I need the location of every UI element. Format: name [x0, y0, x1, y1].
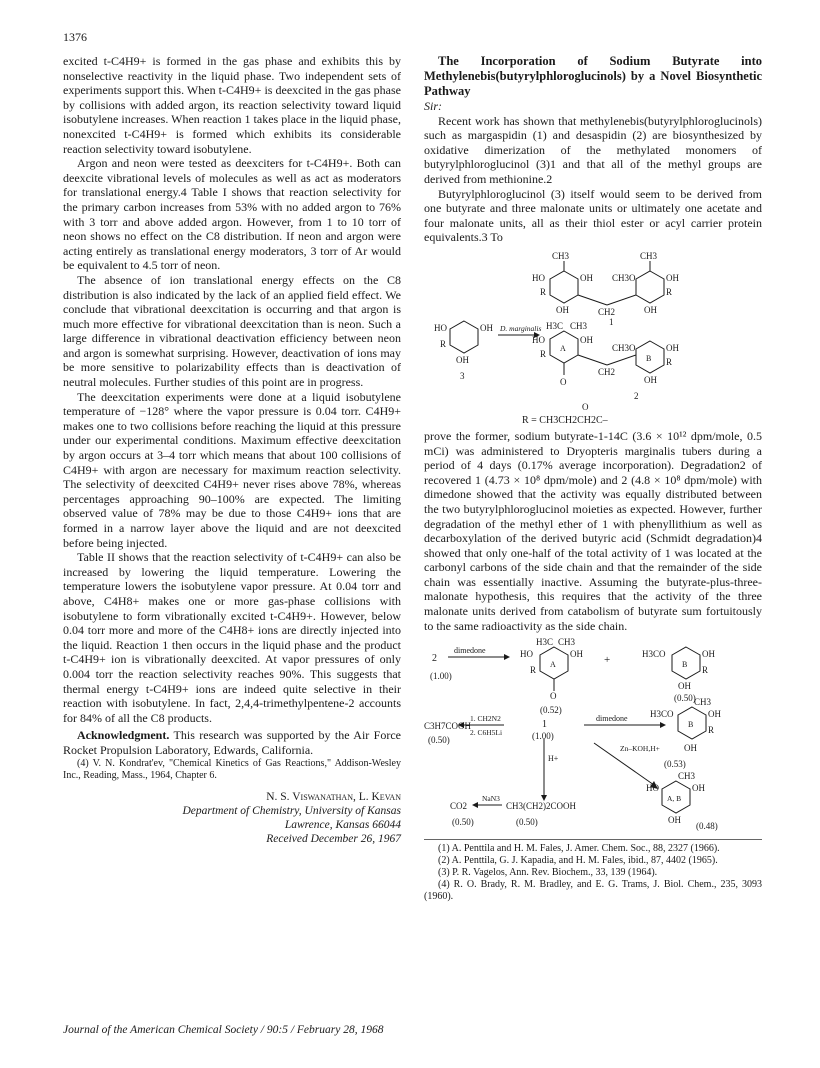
struct1-oh-bottom-right: OH — [644, 304, 657, 315]
deg-ho-a: HO — [520, 649, 533, 660]
left-paragraph-1: excited t-C4H9+ is formed in the gas phase and exhibits this by nonselective reactivity in the liquid phase. Two independent sets of experiments support this. When t-C4H9+ is deexcited in the gas phase by collisions with added argon, its reaction selectivity toward liquid isobutylene increases. When reaction 1 takes place in the liquid phase, nonexcited t-C4H9+ is formed which exhibits its considerable reaction selectivity toward isobutylene. — [63, 54, 401, 156]
compound-1-center: 1 — [542, 719, 547, 731]
deg-o: O — [550, 691, 557, 702]
right-paragraph-2: Butyrylphloroglucinol (3) itself would seem to be derived from one butyrate and three malonate units or ultimately one acetate and four malonate units, all as their thiol ester or acyl carrier protein equivalents.3 To — [424, 186, 762, 245]
activity-0-50-d: (0.50) — [516, 817, 538, 828]
page-number: 1376 — [63, 30, 87, 44]
reference-2: (2) A. Penttila, G. J. Kapadia, and H. M. Fales, ibid., 87, 4402 (1965). — [438, 855, 718, 867]
butyrylphloroglucinol-structure — [450, 321, 478, 353]
deg2-ch3: CH3 — [694, 697, 712, 708]
struct1-r-right: R — [666, 286, 673, 297]
struct2-o: O — [560, 376, 567, 387]
struct3-ho: HO — [434, 322, 447, 333]
reagent-nan3: NaN3 — [482, 794, 500, 804]
activity-0-50-a: (0.50) — [674, 693, 696, 704]
left-paragraph-5: Table II shows that the reaction selectivity of t-C4H9+ can also be increased by lowering the liquid temperature. Lowering the temperature lowers the isobutylene vapor pressure. At 0.04 torr and above, C4H8+ makes one or more gas-phase collisions with isobutylene to form vibrationally excited t-C4H9+. However, below 0.04 torr more and more of the C4H8+ ions are directly injected into the liquid. Reaction 1 then occurs in the liquid phase and the product t-C4H9+ ion is vibrationally deexcited. At vapor pressures of only 0.004 torr the reaction selectivity reaches 90%. This suggests that thermal energy t-C4H9+ ions are indeed quite selective in their reaction with isobutylene. In fact, 2,4,4-trimethylpentene-2 accounts for 84% of all the C8 products. — [63, 550, 401, 725]
deg3-ring-ab: A, B — [667, 794, 682, 804]
deg-h3co-b: H3CO — [642, 649, 666, 660]
compound-label-1: 1 — [609, 316, 614, 327]
struct1-ch3-left: CH3 — [552, 250, 570, 261]
reagent-d-marginalis: D. marginalis — [500, 323, 542, 333]
struct3-r: R — [440, 338, 447, 349]
struct2-ch3o: CH3O — [612, 342, 636, 353]
compound-label-3: 3 — [460, 370, 465, 381]
deg2-oh-bottom: OH — [684, 743, 697, 754]
right-paragraph-1: Recent work has shown that methylenebis(butyrylphloroglucinols) such as margaspidin (1) and desaspidin (2) are biosynthesized by oxidative dimerization of the methylated monomers of butyrylphloroglucinol (3)1 and that all of the methyl groups are derived from methionine.2 — [424, 113, 762, 186]
ring-b-label: B — [646, 353, 652, 363]
struct2-ch2: CH2 — [598, 366, 616, 377]
ring-a-label: A — [560, 343, 566, 353]
product-butyric-acid: CH3(CH2)2COOH — [506, 801, 577, 812]
reagent-dimedone-2: dimedone — [596, 714, 628, 724]
article-title: The Incorporation of Sodium Butyrate into Methylenebis(butyrylphloroglucinols) by a Novel Biosynthetic Pathway — [424, 54, 762, 98]
struct2-oh: OH — [580, 334, 593, 345]
deg-ring-b: B — [682, 660, 688, 670]
deg-r-b: R — [702, 665, 709, 676]
deg-r-a: R — [530, 665, 537, 676]
reagent-zn-koh: Zn–KOH,H+ — [620, 744, 660, 754]
struct3-oh: OH — [480, 322, 493, 333]
struct2-h3c: H3C — [546, 320, 564, 331]
butyric-acid-c3h7cooh: C3H7COOH — [424, 721, 472, 732]
struct2-r-left: R — [540, 348, 547, 359]
affiliation-department: Department of Chemistry, University of Kansas — [182, 804, 401, 817]
deg3-ch3: CH3 — [678, 771, 696, 782]
reagent-dimedone-1: dimedone — [454, 646, 486, 656]
references — [424, 839, 762, 903]
received-date: Received December 26, 1967 — [266, 832, 401, 845]
activity-1-00-a: (1.00) — [430, 671, 452, 682]
struct1-ho: HO — [532, 272, 545, 283]
deg3-oh-bottom: OH — [668, 815, 681, 826]
struct1-ch2: CH2 — [598, 306, 616, 317]
left-paragraph-2: Argon and neon were tested as deexciters for t-C4H9+. Both can deexcite vibrational levels of molecules as well as act as moderators for translational energy.4 Table I shows that reaction selectivity for the primary carbon increases from 53% with no added argon to 76% with 3 torr and above added argon. However, from 1 to 10 torr of neon shows no effect on the C8 distribution. If neon and argon were acting entirely as translational energy moderators, 3 torr of Ar would be equivalent to 4.5 torr of neon. — [63, 156, 401, 273]
deg2-r: R — [708, 725, 715, 736]
salutation: Sir: — [424, 99, 442, 113]
author-block — [63, 790, 401, 846]
author-names: N. S. Viswanathan, L. Kevan — [266, 790, 401, 803]
plus-sign: + — [604, 654, 611, 667]
acknowledgment-heading: Acknowledgment. — [77, 728, 170, 743]
acknowledgment-text: This research was supported by the Air Force Rocket Propulsion Laboratory, Edwards, California. — [63, 728, 401, 757]
deg2-ring-b: B — [688, 720, 694, 730]
activity-0-52: (0.52) — [540, 705, 562, 716]
struct3-oh-bottom: OH — [456, 354, 469, 365]
degradation-start-2: 2 — [432, 653, 437, 665]
affiliation-city: Lawrence, Kansas 66044 — [284, 818, 401, 831]
struct1-r-left: R — [540, 286, 547, 297]
struct2-ho: HO — [532, 334, 545, 345]
reference-3: (3) P. R. Vagelos, Ann. Rev. Biochem., 33, 139 (1964). — [438, 867, 658, 879]
acknowledgment — [63, 728, 401, 757]
activity-1-00-b: (1.00) — [532, 731, 554, 742]
struct2-oh-right: OH — [666, 342, 679, 353]
struct1-oh: OH — [580, 272, 593, 283]
deg3-oh: OH — [692, 783, 705, 794]
structure-scheme-1 — [424, 247, 762, 427]
activity-0-48: (0.48) — [696, 821, 718, 832]
right-column — [424, 54, 762, 903]
deg-oh-b: OH — [702, 649, 715, 660]
struct1-ch3o: CH3O — [612, 272, 636, 283]
product-co2: CO2 — [450, 801, 468, 812]
footnote-4: (4) V. N. Kondrat'ev, "Chemical Kinetics of Gas Reactions," Addison-Wesley Inc., Reading, Mass., 1964, Chapter 6. — [63, 757, 401, 781]
deg-oh-a: OH — [570, 649, 583, 660]
reference-1: (1) A. Penttila and H. M. Fales, J. Amer. Chem. Soc., 88, 2327 (1966). — [438, 843, 720, 855]
deg-h3c: H3C — [536, 637, 554, 648]
struct2-ch3: CH3 — [570, 320, 588, 331]
deg2-h3co: H3CO — [650, 709, 674, 720]
struct1-oh-right: OH — [666, 272, 679, 283]
struct2-oh-bottom-right: OH — [644, 374, 657, 385]
reagent-ch2n2: 1. CH2N2 — [470, 714, 501, 724]
reagent-c6h5li: 2. C6H5Li — [470, 728, 503, 738]
struct1-ch3-right: CH3 — [640, 250, 658, 261]
journal-footer: Journal of the American Chemical Society / 90:5 / February 28, 1968 — [63, 1024, 384, 1036]
deg2-oh: OH — [708, 709, 721, 720]
deg-ch3: CH3 — [558, 637, 576, 648]
margaspidin-structure — [550, 261, 664, 305]
left-column — [63, 54, 401, 846]
struct1-oh-bottom: OH — [556, 304, 569, 315]
reference-4: (4) R. O. Brady, R. M. Bradley, and E. G. Trams, J. Biol. Chem., 235, 3093 (1960). — [424, 879, 762, 903]
degradation-scheme — [424, 635, 762, 831]
activity-0-50-c: (0.50) — [452, 817, 474, 828]
struct2-r-right: R — [666, 356, 673, 367]
left-paragraph-3: The absence of ion translational energy effects on the C8 distribution is also indicated by the lack of an applied field effect. We conclude that vibrational deexcitation is occurring and that argon is much more effective for vibrational deexcitation than is neon. Such a large difference in vibrational deactivation efficiency between neon and argon is somewhat surprising. However, deactivation of ions may be more sensitive to polarizability effects than is deactivation of neutral molecules. Further studies of this point are in progress. — [63, 272, 401, 390]
activity-0-50-b: (0.50) — [428, 735, 450, 746]
reagent-h-plus: H+ — [548, 754, 559, 764]
compound-label-2: 2 — [634, 390, 639, 401]
right-paragraph-3: prove the former, sodium butyrate-1-14C (3.6 × 10¹² dpm/mole, 0.5 mCi) was administered to Dryopteris marginalis tubers during a period of 4 days (0.17% average incorporation). Degradation2 of recovered 1 (4.73 × 10⁸ dpm/mole) and 2 (4.8 × 10⁸ dpm/mole) with dimedone showed that the activity was equally distributed between the two butyrylphloroglucinol moieties as expected. However, further degradation of the methyl ether of 1 with phenyllithium as well as decarboxylation of the derived butyric acid (Schmidt degradation)4 showed that only one-half of the total activity of 1 was located at the carbonyl carbons of the side chain and that the remainder of the side chain was essentially inactive. Assuming the butyrate-plus-three-malonate hypothesis, this requires that the activity of the three malonate units derived from catabolism of butyrate sum fortuitously to the same radioactivity as the side chain. — [424, 428, 762, 633]
deg-oh-b-bottom: OH — [678, 681, 691, 692]
r-definition: R = CH3CH2CH2C– — [522, 414, 608, 426]
deg3-ho: HO — [646, 783, 659, 794]
activity-0-53: (0.53) — [664, 759, 686, 770]
r-def-o: O — [582, 401, 589, 412]
left-paragraph-4: The deexcitation experiments were done at a liquid isobutylene temperature of −128° where the vapor pressure is 0.04 torr. C4H9+ makes one to two collisions before reaching the liquid at this pressure under our experimental conditions. Maximum effective deexcitation by argon occurs at 3–4 torr which means that about 100 collisions of C4H9+ with argon are necessary for maximum reaction selectivity. The selectivity of deexcited C4H9+ never rises above 78%, whereas percentages approaching 90–100% are expected. The limiting observed value of 78% may be due to those C4H9+ ions that are formed in a narrow layer above the liquid and are not deexcited before being injected. — [63, 389, 401, 550]
deg-ring-a: A — [550, 660, 556, 670]
